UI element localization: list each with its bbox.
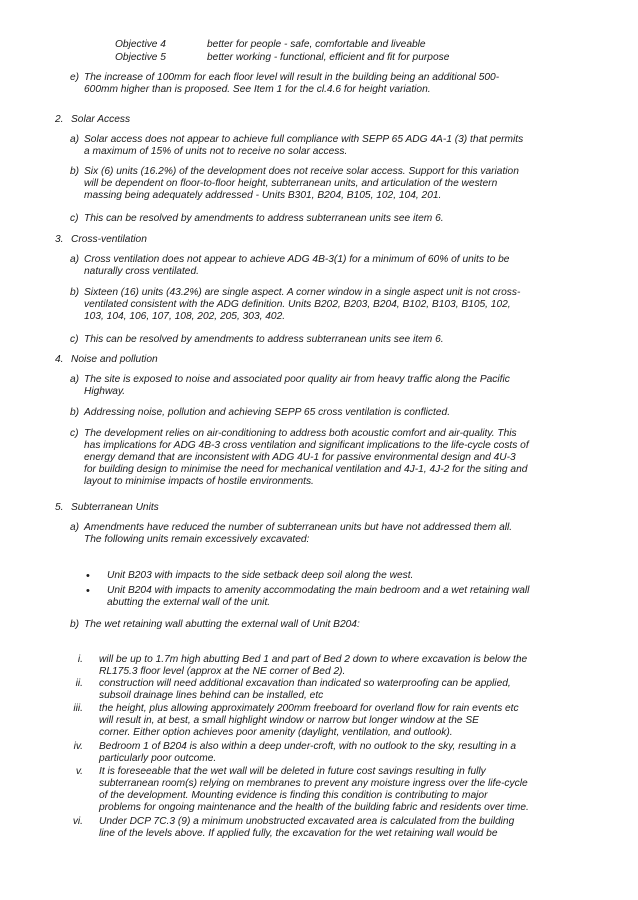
item-text [84, 619, 604, 631]
roman-marker: ii. [75, 678, 83, 689]
text-line: Unit B203 with impacts to the side setback deep soil along the west. [107, 570, 414, 581]
text-line: ventilated consistent with the ADG definition. Units B202, B203, B204, B102, B103, B105, 102, [84, 299, 511, 310]
item-text [84, 287, 604, 323]
text-line: energy demand that are inconsistent with ADG 4U-1 for passive environmental design and 4U-3 [84, 452, 516, 463]
section-number: 5. [55, 502, 64, 513]
text-line: corner. Either option achieves poor amenity (daylight, ventilation, and outlook). [99, 727, 453, 738]
section-number: 3. [55, 234, 64, 245]
item-text [84, 166, 604, 202]
roman-text [99, 703, 604, 739]
text-line: The site is exposed to noise and associated poor quality air from heavy traffic along the Pacific [84, 374, 510, 385]
text-line: the height, plus allowing approximately 200mm freeboard for overland flow for rain events etc [99, 703, 519, 714]
bullet-icon: • [86, 585, 90, 597]
item-text [84, 254, 604, 278]
item-text [84, 428, 604, 488]
item-text [84, 213, 604, 225]
item-marker: b) [70, 407, 80, 418]
bullet-icon: • [86, 570, 90, 582]
roman-marker: iii. [73, 703, 83, 714]
text-line: massing being adequately addressed - Units B301, B204, B105, 102, 104, 201. [84, 190, 442, 201]
bullet-text [107, 570, 607, 582]
roman-text [99, 766, 604, 814]
item-text [84, 374, 604, 398]
text-line: of the development. Mounting evidence is finding this condition is contributing to major [99, 790, 488, 801]
section-heading: Noise and pollution [71, 354, 158, 365]
text-line: Unit B204 with impacts to amenity accommodating the main bedroom and a wet retaining wall [107, 585, 530, 596]
roman-text [99, 678, 604, 702]
text-line: abutting the external wall of the unit. [107, 597, 271, 608]
text-line: construction will need additional excavation than indicated so waterproofing can be applied, [99, 678, 511, 689]
text-line: will be dependent on floor-to-floor height, subterranean units, and articulation of the western [84, 178, 498, 189]
text-line: Under DCP 7C.3 (9) a minimum unobstructed excavated area is calculated from the building [99, 816, 515, 827]
text-line: for building design to minimise the need for mechanical ventilation and 4J-1, 4J-2 for the siting and [84, 464, 528, 475]
section-heading: Cross-ventilation [71, 234, 147, 245]
text-line: particularly poor outcome. [99, 753, 217, 764]
roman-text [99, 654, 604, 678]
text-line: Addressing noise, pollution and achieving SEPP 65 cross ventilation is conflicted. [84, 407, 451, 418]
text-line: This can be resolved by amendments to address subterranean units see item 6. [84, 334, 444, 345]
text-line: 103, 104, 106, 107, 108, 202, 205, 303, 402. [84, 311, 286, 322]
text-line: a maximum of 15% of units not to receive no solar access. [84, 146, 348, 157]
text-line: Highway. [84, 386, 126, 397]
section-number: 2. [55, 114, 64, 125]
text-line: Six (6) units (16.2%) of the development does not receive solar access. Support for this variation [84, 166, 519, 177]
text-line: naturally cross ventilated. [84, 266, 199, 277]
roman-marker: iv. [73, 741, 83, 752]
section-heading: Subterranean Units [71, 502, 159, 513]
roman-marker: vi. [72, 816, 83, 827]
text-line: 600mm higher than is proposed. See Item 1 for the cl.4.6 for height variation. [84, 84, 431, 95]
item-marker: a) [70, 134, 80, 145]
text-line: Sixteen (16) units (43.2%) are single aspect. A corner window in a single aspect unit is not cross- [84, 287, 521, 298]
bullet-text [107, 585, 607, 609]
item-marker: c) [70, 334, 79, 345]
item-marker: a) [70, 254, 80, 265]
section-heading: Solar Access [71, 114, 131, 125]
text-line: has implications for ADG 4B-3 cross ventilation and significant implications to the life-cycle costs of [84, 440, 529, 451]
item-marker: c) [70, 213, 79, 224]
roman-marker: v. [75, 766, 83, 777]
text-line: The wet retaining wall abutting the external wall of Unit B204: [84, 619, 360, 630]
item-text [84, 522, 604, 546]
item-marker: b) [70, 166, 80, 177]
text-line: will be up to 1.7m high abutting Bed 1 and part of Bed 2 down to where excavation is below the [99, 654, 528, 665]
text-line: RL175.3 floor level (approx at the NE corner of Bed 2). [99, 666, 346, 677]
text-line: line of the levels above. If applied fully, the excavation for the wet retaining wall would be [99, 828, 498, 839]
item-text [84, 334, 604, 346]
text-line: The increase of 100mm for each floor level will result in the building being an additional 500- [84, 72, 500, 83]
item-marker: c) [70, 428, 79, 439]
text-line: subsoil drainage lines behind can be installed, etc [99, 690, 324, 701]
text-line: The following units remain excessively excavated: [84, 534, 310, 545]
objective-row [115, 52, 449, 64]
objective-text: better working - functional, efficient and fit for purpose [207, 52, 450, 63]
item-marker: b) [70, 619, 80, 630]
item-text [84, 72, 604, 96]
text-line: The development relies on air-conditioning to address both acoustic comfort and air-quality. This [84, 428, 517, 439]
item-marker: a) [70, 522, 80, 533]
text-line: Cross ventilation does not appear to achieve ADG 4B-3(1) for a minimum of 60% of units to be [84, 254, 510, 265]
item-marker: a) [70, 374, 80, 385]
roman-marker: i. [77, 654, 83, 665]
item-marker: e) [70, 72, 80, 83]
objective-text: better for people - safe, comfortable and liveable [207, 39, 426, 50]
objective-row [115, 39, 426, 51]
text-line: will result in, at best, a small highlight window or narrow but longer window at the SE [99, 715, 479, 726]
text-line: subterranean room(s) relying on membranes to prevent any moisture ingress over the life-cycle [99, 778, 528, 789]
item-marker: b) [70, 287, 80, 298]
text-line: It is foreseeable that the wet wall will be deleted in future cost savings resulting in fully [99, 766, 486, 777]
roman-text [99, 741, 604, 765]
text-line: problems for ongoing maintenance and the health of the building fabric and residents over time. [99, 802, 529, 813]
text-line: layout to minimise impacts of hostile environments. [84, 476, 314, 487]
roman-text [99, 816, 604, 840]
text-line: This can be resolved by amendments to address subterranean units see item 6. [84, 213, 444, 224]
text-line: Amendments have reduced the number of subterranean units but have not addressed them all. [84, 522, 513, 533]
section-number: 4. [55, 354, 64, 365]
text-line: Solar access does not appear to achieve full compliance with SEPP 65 ADG 4A-1 (3) that permits [84, 134, 524, 145]
text-line: Bedroom 1 of B204 is also within a deep under-croft, with no outlook to the sky, resulting in a [99, 741, 516, 752]
item-text [84, 134, 604, 158]
objective-label: Objective 4 [115, 39, 166, 50]
objective-label: Objective 5 [115, 52, 166, 63]
item-text [84, 407, 604, 419]
